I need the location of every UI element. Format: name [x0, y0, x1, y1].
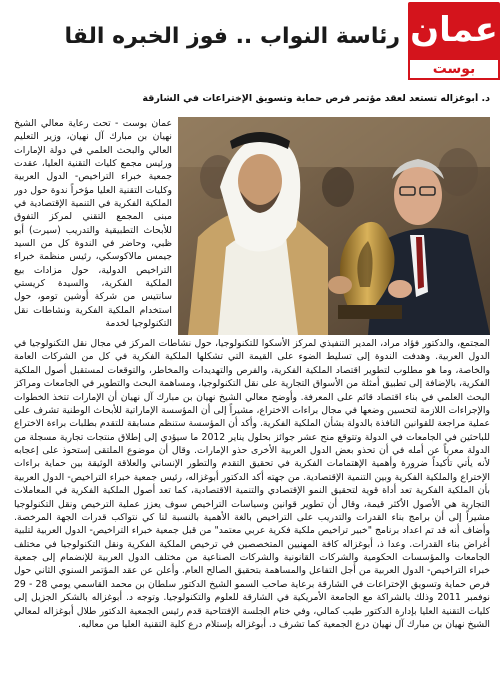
article-column-text	[14, 117, 172, 337]
article-photo	[178, 117, 490, 335]
article-body	[14, 337, 490, 669]
logo-sub-text: بوست	[408, 58, 500, 80]
photo-illustration	[178, 117, 490, 335]
article-subheadline: د. أبوغزاله تستعد لعقد مؤتمر فرص حماية وتسويق الإختراعات في الشارقة	[142, 93, 490, 104]
oman-post-logo	[408, 2, 500, 82]
intro-paragraph: عمان بوست - تحت رعاية معالي الشيخ نهيان بن مبارك آل نهيان، وزير التعليم العالي والبحث العلمي في دولة الإمارات ورئيس مجمع كليات التقنية العليا، عقدت جمعية خبراء التراخيص- الدول العربية وكليات التقنية العليا مؤخراً ندوة حول دور الملكية الفكرية في التنمية الإقتصادية في مبنى المجمع التقني لمركز التفوق للأبحاث التطبيقية والتدريب (سيرت) أبو ظبي، وحاضر في الندوة كل من السيد جيمس مالاكوسكي، رئيس منظمة خبراء التراخيص الدولية، حول مزادات بيع الملكية الفكرية، والسيدة كريستي سانتيس من شركة أوشين تومو، حول استخدام الملكية الفكرية ونشاطات نقل التكنولوجيا لخدمة	[14, 118, 172, 330]
body-paragraph: المجتمع، والدكتور فؤاد مراد، المدير التنفيذي لمركز الأسكوا للتكنولوجيا، حول نشاطات المركز في مجال نقل التكنولوجيا في الدول العربية. وهدفت الندوة إلى تسليط الضوء على القيمة التي تشكلها الملكية الفكرية في كل من الشركات العامة والخاصة، وما هو مطلوب لتطوير اقتصاد الملكية الفكرية، والفرص والتهديدات والمخاطر، والتوقعات لمستقبل أصول الملكية الفكرية، بالإضافة إلى تطبيق أمثلة من الأسواق التجارية على نقل التكنولوجيا، ومساهمة البحث والتطوير في الجامعات ومراكز البحث العلمي في بناء اقتصاد قائم على المعرفة. وأوضح معالي الشيخ نهيان بن مبارك آل نهيان أن الإمارات تتخذ الخطوات والإجراءات اللازمة لتحسين وضعها في مجال براءات الاختراع، مشيراً إلى أن المؤسسة الإماراتية للأبحاث الوطنية تشرف على عملية مراجعة للقوانين النافذة بالدولة بشأن الملكية الفكرية. وأكد أن المؤسسة ستنظم مسابقة للتقدم بطلبات براءة الاختراع للباحثين في الجامعات في الدولة وتتوقع منح عشر جوائز بحلول يناير 2012 ما سيؤدي إلى إطلاق منتجات تجارية مسجلة من الدولة معرباً عن أمله في أن تحذو بعض الدول العربية الأخرى حذو الإمارات. وقال أن موضوع الملتقى إستحوذ على إعجابه لأنه يأتي تأكيداً ضرورة وأهمية الإهتمامات الفكرية في تحقيق التقدم والتطور الإنساني والعلاقة الوثيقة بين حماية براءات الإختراع والملكية الفكرية وبين التنمية الإقتصادية. من جهته أكد الدكتور أبوغزاله، رئيس جمعية خبراء التراخيص- الدول العربية بأن الملكية الفكرية تعد أداة قوية لتحقيق النمو الإقتصادي والتنمية الاقتصادية، كما تعد أصول الملكية الفكرية في المعاملات التجارية هي الأصول الأكثر قيمة، وقال أن تطوير قوانين وسياسات التراخيص سوف يعزز عملية الترخيص ونقل التكنولوجيا مشيراً إلى أن برامج بناء القدرات والتدريب على التراخيص بالغة الأهمية بالنسبة لنا كي نتواكب قدرات الجهة المرخصة. وأضاف أنه قد تم اعداد برنامج "خبير تراخيص ملكية فكرية عربي معتمد" من قبل جمعية خبراء التراخيص- الدول العربية لتلبية أغراض بناء القدرات. وعدا ذ، أبوغزاله كافة المهنيين المتخصصين في ترخيص الملكية الفكرية ونقل التكنولوجيا في مختلف الجامعات والمؤسسات الحكومية والشركات القانونية والشركات الصناعية من مختلف الدول العربية للإنضمام إلى جمعية خبراء التراخيص- الدول العربية من أجل التفاعل والمساهمة بتحقيق الصالح العام. وأعلن عن عقد المؤتمر السنوي الثاني حول فرص حماية وتسويق الإختراعات في الشارقة برعاية صاحب السمو الشيخ الدكتور سلطان بن محمد القاسمي يومي 28 - 29 نوفمبر 2011 وذلك بالشراكة مع الجامعة الأمريكية في الشارقة للعلوم والتكنولوجيا. وتوجه د. أبوغزاله بالشكر الجزيل إلى كليات التقنية العليا بإدارة الدكتور طيب كمالي، وفي ختام الجلسة الإفتتاحية قدم رئيس الجمعية الدكتور طلال أبوغزاله لمعالي الشيخ نهيان بن مبارك آل نهيان درع الجمعية كما تشرف د. أبوغزاله بإستلام درع كلية التقنية العليا من معاليه.	[14, 338, 490, 630]
trophy-base	[338, 305, 402, 319]
headline: رئاسة النواب .. فوز الخبره القا	[64, 24, 400, 49]
logo-main-text: عمان	[408, 2, 500, 58]
masthead	[0, 0, 504, 84]
